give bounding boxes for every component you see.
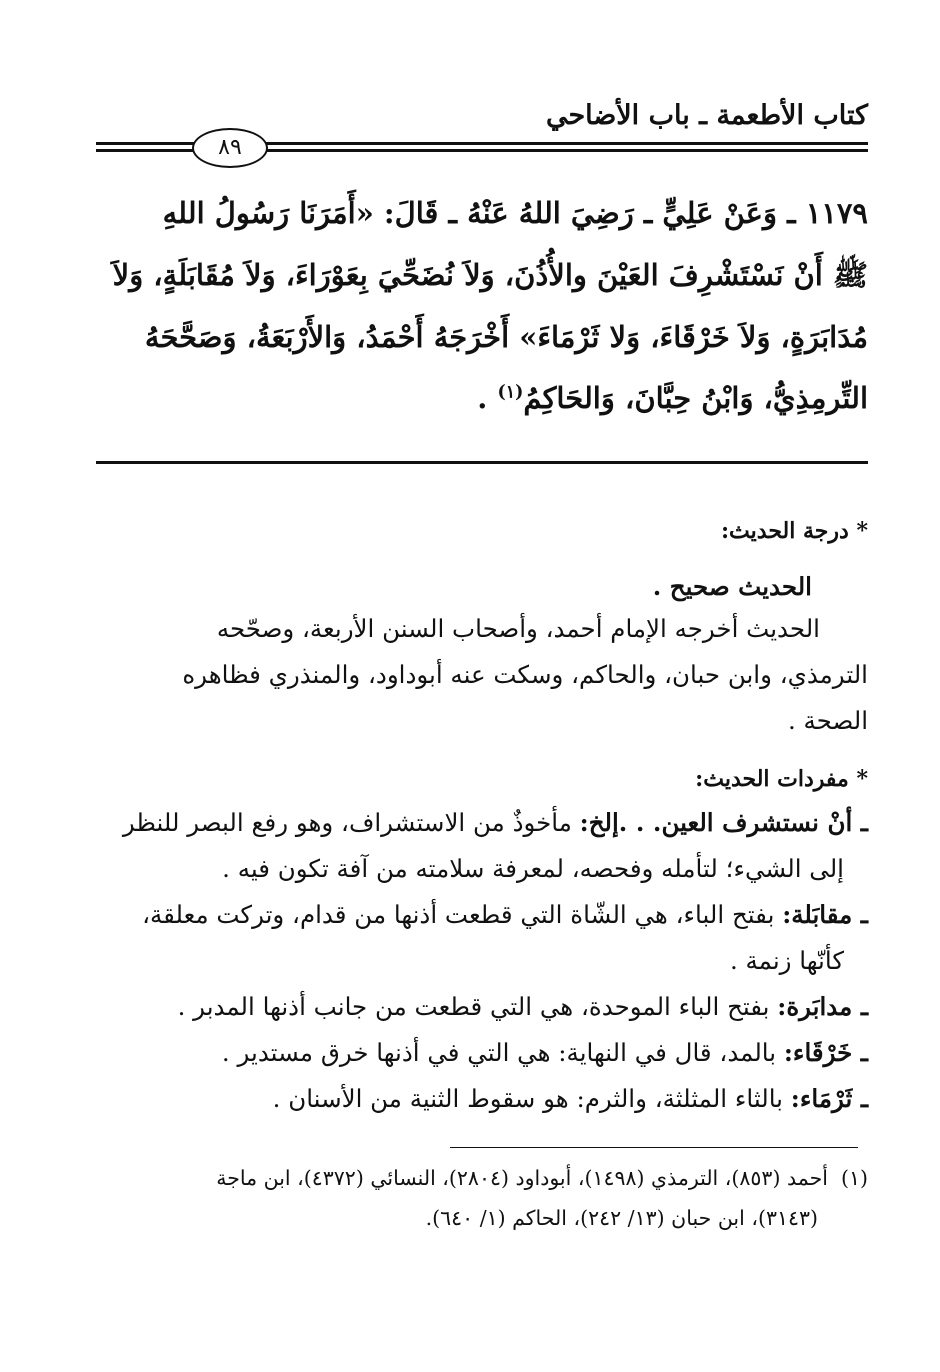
- vocab-term: ـ ثَرْمَاء:: [790, 1084, 868, 1113]
- vocab-item-2: [68, 900, 868, 929]
- hadith-text: وَعَنْ عَلِيٍّ ـ رَضِيَ اللهُ عَنْهُ ـ قَالَ: «أَمَرَنَا رَسُولُ اللهِ: [162, 196, 777, 230]
- grade-heading: * درجة الحديث:: [720, 518, 868, 544]
- vocab-def: بفتح الباء، هي الشّاة التي قطعت أذنها من قدام، وتركت معلقة،: [142, 900, 783, 929]
- hadith-end: .: [477, 381, 498, 415]
- vocab-term: ـ مدابَرة:: [777, 992, 868, 1021]
- grade-text-line-1: الحديث أخرجه الإمام أحمد، وأصحاب السنن الأربعة، وصحّحه: [216, 614, 820, 643]
- vocab-term: ـ خَرْقَاء:: [783, 1038, 868, 1067]
- vocab-term: ـ أنْ نستشرف العين. . .إلخ:: [579, 808, 868, 837]
- vocab-def: بالمد، قال في النهاية: هي التي في أذنها خرق مستدير .: [221, 1038, 784, 1067]
- vocab-heading: * مفردات الحديث:: [695, 766, 868, 792]
- footnote-ref: (١): [497, 382, 524, 403]
- chapter-title: كتاب الأطعمة ـ باب الأضاحي: [545, 100, 868, 131]
- footnote-marker: (١): [840, 1166, 868, 1190]
- hadith-line-4: [68, 381, 868, 416]
- footnote-separator: [450, 1147, 858, 1148]
- grade-text-line-2: الترمذي، وابن حبان، والحاكم، وسكت عنه أبوداود، والمنذري فظاهره: [182, 660, 868, 689]
- footnote-text: أحمد (٨٥٣)، الترمذي (١٤٩٨)، أبوداود (٢٨٠٤)، النسائي (٤٣٧٢)، ابن ماجة: [216, 1166, 828, 1190]
- hadith-line-1: [68, 196, 868, 231]
- grade-text-line-3: الصحة .: [787, 706, 868, 735]
- vocab-def: مأخوذٌ من الاستشراف، وهو رفع البصر للنظر: [122, 808, 580, 837]
- vocab-term: ـ مقابَلة:: [782, 900, 868, 929]
- vocab-item-1: [68, 808, 868, 837]
- hadith-line-3: مُدَابَرَةٍ، وَلاَ خَرْقَاءَ، وَلا ثَرْمَاءَ» أَخْرَجَهُ أَحْمَدُ، وَالأَرْبَعَةُ، وَصَحَّحَهُ: [144, 320, 868, 354]
- page-number: ٨٩: [192, 128, 268, 168]
- grade-verdict: الحديث صحيح .: [652, 572, 812, 601]
- vocab-item-2-cont: كأنّها زنمة .: [729, 946, 844, 975]
- vocab-item-3: [68, 992, 868, 1021]
- vocab-item-4: [68, 1038, 868, 1067]
- footnote-line-1: [68, 1166, 868, 1191]
- hadith-line-2: ﷺ أَنْ نَسْتَشْرِفَ العَيْنَ والأُذُنَ، وَلاَ نُضَحِّيَ بِعَوْرَاءَ، وَلاَ مُقَابَلَةٍ، وَلاَ: [112, 258, 868, 292]
- hadith-text: التِّرمِذِيُّ، وَابْنُ حِبَّانَ، وَالحَاكِمُ: [523, 381, 868, 415]
- vocab-def: بالثاء المثلثة، والثرم: هو سقوط الثنية من الأسنان .: [272, 1084, 791, 1113]
- footnote-line-2: (٣١٤٣)، ابن حبان (١٣/ ٢٤٢)، الحاكم (١/ ٦٤٠).: [425, 1206, 818, 1230]
- vocab-def: بفتح الباء الموحدة، هي التي قطعت من جانب أذنها المدبر .: [177, 992, 778, 1021]
- vocab-item-5: [68, 1084, 868, 1113]
- hadith-number: ١١٧٩ ـ: [787, 196, 868, 230]
- section-divider: [96, 461, 868, 464]
- vocab-item-1-cont: إلى الشيء؛ لتأمله وفحصه، لمعرفة سلامته من آفة تكون فيه .: [222, 854, 844, 883]
